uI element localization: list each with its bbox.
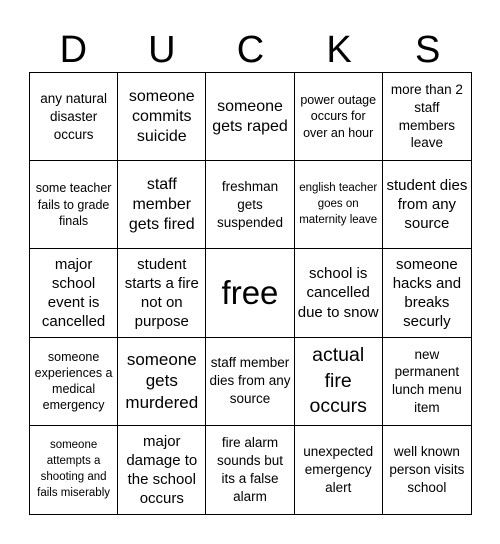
bingo-cell-r1c3[interactable]: someone gets raped — [206, 73, 294, 161]
header-letter-3: C — [236, 29, 265, 71]
bingo-cell-r4c1[interactable]: someone experiences a medical emergency — [30, 338, 118, 426]
bingo-cell-r2c1[interactable]: some teacher fails to grade finals — [30, 161, 118, 249]
bingo-cell-r1c4[interactable]: power outage occurs for over an hour — [295, 73, 383, 161]
bingo-cell-r5c4[interactable]: unexpected emergency alert — [295, 426, 383, 514]
bingo-cell-r3c3-free[interactable]: free — [206, 249, 294, 337]
bingo-board — [29, 72, 472, 515]
bingo-cell-r4c4[interactable]: actual fire occurs — [295, 338, 383, 426]
header-letter-2: U — [148, 29, 176, 71]
header-letter-5: S — [414, 29, 441, 71]
bingo-cell-r2c2[interactable]: staff member gets fired — [118, 161, 206, 249]
bingo-cell-r4c5[interactable]: new permanent lunch menu item — [383, 338, 471, 426]
bingo-cell-r4c2[interactable]: someone gets murdered — [118, 338, 206, 426]
bingo-cell-r3c4[interactable]: school is cancelled due to snow — [295, 249, 383, 337]
bingo-cell-r5c5[interactable]: well known person visits school — [389, 444, 465, 495]
bingo-cell-r1c5[interactable]: more than 2 staff members leave — [383, 73, 471, 161]
bingo-cell-r5c1[interactable]: someone attempts a shooting and fails miserably — [30, 426, 118, 514]
bingo-cell-r5c3[interactable]: fire alarm sounds but its a false alarm — [206, 426, 294, 514]
bingo-cell-r3c1[interactable]: major school event is cancelled — [30, 249, 118, 337]
header-letter-4: K — [326, 29, 352, 71]
bingo-cell-r4c3[interactable]: staff member dies from any source — [206, 338, 294, 426]
bingo-cell-r5c2[interactable]: major damage to the school occurs — [118, 426, 206, 514]
bingo-cell-r1c2[interactable]: someone commits suicide — [118, 73, 206, 161]
bingo-cell-r2c5[interactable]: student dies from any source — [383, 161, 471, 249]
bingo-cell-r3c5[interactable]: someone hacks and breaks securly — [383, 249, 471, 337]
header-letter-1: D — [59, 29, 88, 71]
bingo-cell-r2c4[interactable]: english teacher goes on maternity leave — [295, 161, 383, 249]
bingo-header — [29, 28, 472, 72]
bingo-cell-r1c1[interactable]: any natural disaster occurs — [30, 73, 118, 161]
bingo-cell-r2c3[interactable]: freshman gets suspended — [206, 161, 294, 249]
bingo-cell-r3c2[interactable]: student starts a fire not on purpose — [118, 249, 206, 337]
